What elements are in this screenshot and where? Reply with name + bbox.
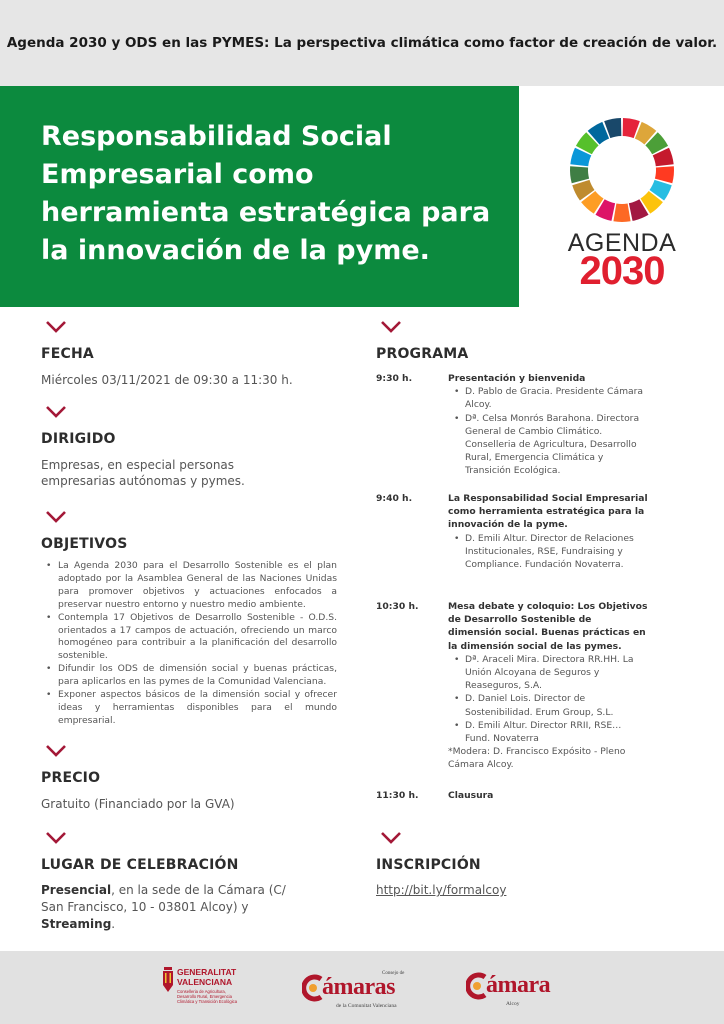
precio-text: Gratuito (Financiado por la GVA) bbox=[41, 797, 235, 811]
sdg-wheel-segment bbox=[570, 166, 589, 183]
hero-banner bbox=[0, 86, 519, 307]
dirigido-text: Empresas, en especial personas empresarias autónomas y pymes. bbox=[41, 458, 245, 488]
slot-time: 9:40 h. bbox=[376, 493, 413, 504]
slot-speaker: • D. Pablo de Gracia. Presidente Cámara Alcoy. bbox=[448, 385, 648, 411]
objetivo-item: • Exponer aspectos básicos de la dimensión social y ofrecer ideas y herramientas disponibles para el mundo empresarial. bbox=[41, 689, 337, 728]
header-title: Agenda 2030 y ODS en las PYMES: La perspectiva climática como factor de creación de valor. bbox=[6, 35, 718, 51]
chevron-down-icon bbox=[45, 320, 67, 334]
slot-time: 10:30 h. bbox=[376, 601, 419, 612]
agenda-2030-logo bbox=[556, 113, 688, 295]
objetivos-list bbox=[41, 560, 337, 728]
programa-heading: PROGRAMA bbox=[376, 346, 469, 362]
lugar-text bbox=[41, 882, 301, 933]
camara-c-icon bbox=[466, 971, 488, 1001]
camaras-top: Consejo de bbox=[382, 971, 405, 976]
gva-emblem-icon bbox=[162, 967, 174, 993]
chevron-down-icon bbox=[45, 405, 67, 419]
slot-speaker: • D. Daniel Lois. Director de Sostenibilidad. Erum Group, S.L. bbox=[448, 692, 648, 718]
gva-sub1: Conselleria de Agricultura, bbox=[177, 989, 226, 994]
slot-speaker: • Dª. Celsa Monrós Barahona. Directora General de Cambio Climático. Conselleria de Agricultura, Desarrollo Rural, Emergencia Climática y Transición Ecológica. bbox=[448, 412, 648, 478]
chevron-down-icon bbox=[45, 744, 67, 758]
camaras-bottom: de la Comunitat Valenciana bbox=[336, 1003, 397, 1009]
lugar-streaming: Streaming bbox=[41, 917, 112, 931]
fecha-heading: FECHA bbox=[41, 346, 94, 362]
gva-logo bbox=[162, 967, 262, 1011]
gva-line2: VALENCIANA bbox=[177, 976, 233, 987]
slot-speaker: • Dª. Araceli Mira. Directora RR.HH. La Unión Alcoyana de Seguros y Reaseguros, S.A. bbox=[448, 653, 648, 693]
objetivo-item: • La Agenda 2030 para el Desarrollo Sostenible es el plan adoptado por la Asamblea General de las Naciones Unidas para promover objetivos y actuaciones enfocados a preservar nuestro entorno y nuestro medio ambiente. bbox=[41, 560, 337, 612]
gva-sub2: Desarrollo Rural, Emergencia bbox=[177, 994, 232, 999]
hero-title: Responsabilidad Social Empresarial como herramienta estratégica para la innovación de la pyme. bbox=[41, 121, 491, 266]
sdg-wheel-icon bbox=[556, 113, 688, 231]
sdg-wheel-segment bbox=[655, 166, 674, 183]
slot-speaker: • D. Emili Altur. Director de Relaciones Institucionales, RSE, Fundraising y Compliance. Fundación Novaterra. bbox=[448, 532, 648, 572]
header-bar bbox=[0, 0, 724, 86]
gva-line1: GENERALITAT bbox=[177, 967, 237, 977]
objetivos-heading: OBJETIVOS bbox=[41, 536, 128, 552]
chevron-down-icon bbox=[380, 320, 402, 334]
slot-title: La Responsabilidad Social Empresarial como herramienta estratégica para la innovación de la pyme. bbox=[448, 493, 648, 531]
precio-heading: PRECIO bbox=[41, 770, 101, 786]
slot-time: 9:30 h. bbox=[376, 373, 413, 384]
camaras-name: ámaras bbox=[322, 974, 395, 1000]
logo-agenda-text: AGENDA bbox=[567, 229, 677, 257]
camaras-cv-logo bbox=[300, 967, 420, 1011]
lugar-heading: LUGAR DE CELEBRACIÓN bbox=[41, 857, 239, 873]
objetivo-item: • Difundir los ODS de dimensión social y buenas prácticas, para aplicarlos en las pymes de la Comunidad Valenciana. bbox=[41, 663, 337, 689]
lugar-address: , en la sede de la Cámara (C/ San Francisco, 10 - 03801 Alcoy) y bbox=[41, 883, 286, 914]
slot-title: Mesa debate y coloquio: Los Objetivos de Desarrollo Sostenible de dimensión social. Buenas prácticas en la dimensión social de las pymes. bbox=[448, 601, 648, 652]
slot-time: 11:30 h. bbox=[376, 790, 419, 801]
camara-alcoy-logo bbox=[466, 967, 576, 1011]
chevron-down-icon bbox=[45, 831, 67, 845]
objetivo-item: • Contempla 17 Objetivos de Desarrollo Sostenible - O.D.S. orientados a 17 campos de actuación, ofreciendo un marco homogéneo para contribuir a la planificación del desarrollo sostenible. bbox=[41, 612, 337, 664]
slot-speaker: • D. Emili Altur. Director RRII, RSE… Fund. Novaterra bbox=[448, 719, 648, 745]
camara-c-icon bbox=[302, 973, 324, 1003]
inscripcion-heading: INSCRIPCIÓN bbox=[376, 857, 481, 873]
camara-bottom: Alcoy bbox=[506, 1001, 520, 1007]
slot-title: Presentación y bienvenida bbox=[448, 373, 586, 384]
inscripcion-link[interactable]: http://bit.ly/formalcoy bbox=[376, 883, 507, 897]
sdg-wheel-segment bbox=[613, 204, 630, 222]
chevron-down-icon bbox=[380, 831, 402, 845]
lugar-presencial: Presencial bbox=[41, 883, 112, 897]
dirigido-heading: DIRIGIDO bbox=[41, 431, 116, 447]
slot-moderator-note: *Modera: D. Francisco Expósito - Pleno Cámara Alcoy. bbox=[448, 746, 626, 771]
camara-name: ámara bbox=[486, 972, 551, 998]
lugar-end: . bbox=[111, 917, 116, 931]
slot-title: Clausura bbox=[448, 790, 494, 801]
fecha-text: Miércoles 03/11/2021 de 09:30 a 11:30 h. bbox=[41, 373, 293, 387]
logo-year-text: 2030 bbox=[579, 249, 665, 293]
gva-sub3: Climàtica y Transición Ecològica bbox=[177, 999, 238, 1004]
chevron-down-icon bbox=[45, 510, 67, 524]
footer-bar bbox=[0, 951, 724, 1024]
